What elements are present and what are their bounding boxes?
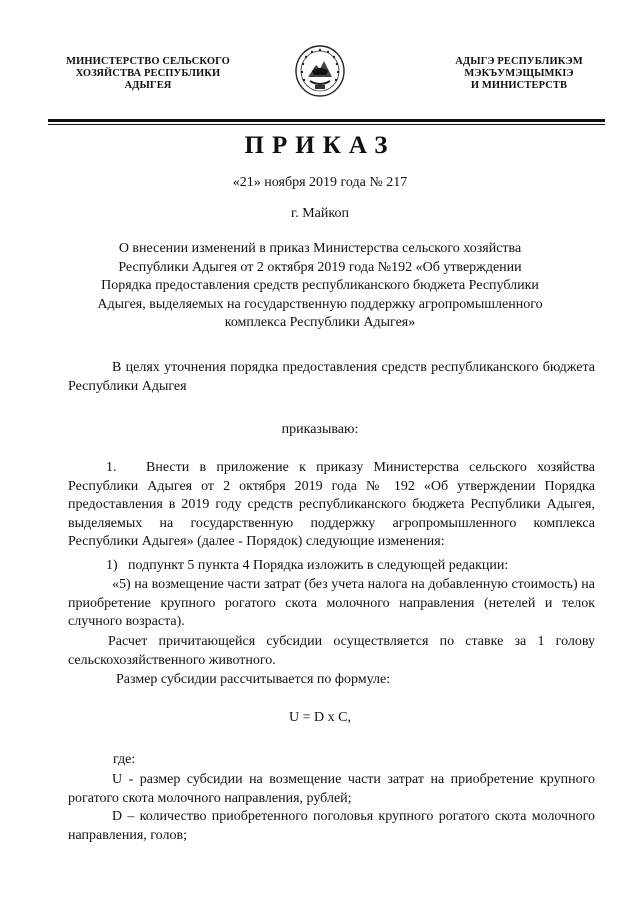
item-1-paragraph [68,459,595,552]
definition-u: U - размер субсидии на возмещение части затрат на приобретение крупного рогатого скота молочного направления, рублей; [68,772,595,806]
ministry-name-line: МЭКЪУМЭЩЫМКIЭ [464,68,574,79]
where-label: где: [113,752,136,767]
subject-line: комплекса Республики Адыгея» [224,315,416,330]
header-divider-thick [48,119,605,122]
header-divider-thin [48,124,605,125]
ministry-name-line: АДЫГЭ РЕСПУБЛИКЭМ [455,56,583,67]
definition-d: D – количество приобретенного поголовья крупного рогатого скота молочного направления, голов; [68,809,595,843]
ministry-name-line: МИНИСТЕРСТВО СЕЛЬСКОГО [66,56,230,67]
formula-intro: Размер субсидии рассчитывается по формуле: [116,672,391,687]
ministry-name-line: ХОЗЯЙСТВА РЕСПУБЛИКИ [75,68,221,79]
subitem-1-paragraph [68,557,595,576]
subject-line: Адыгея, выделяемых на государственную поддержку агропромышленного [97,296,543,312]
document-title: ПРИКАЗ [244,132,396,159]
quoted-subpoint-5: «5) на возмещение части затрат (без учета налога на добавленную стоимость) на приобретение крупного рогатого скота молочного направления (нетелей и телок случного возраста). [68,577,595,630]
subject-line: О внесении изменений в приказ Министерства сельского хозяйства [118,241,522,256]
order-word: приказываю: [281,422,359,437]
item-1-text: Внести в приложение к приказу Министерства сельского хозяйства Республики Адыгея от 2 октября 2019 года № 192 «Об утверждении Порядка предоставления в 2019 году средств республиканского бюджета Республики Адыгея, выделяемых на государственную поддержку агропромышленного комплекса Республики Адыгея» (далее - Порядок) следующие изменения: [68,460,595,550]
ministry-name-line: И МИНИСТЕРСТВ [470,80,568,91]
document-date-number: «21» ноября 2019 года № 217 [232,175,408,190]
document-city: г. Майкоп [291,206,349,221]
subsidy-formula: U = D x C, [289,710,351,725]
document-subject [70,240,570,333]
subitem-1-text: подпункт 5 пункта 4 Порядка изложить в следующей редакции: [128,558,509,573]
preamble-paragraph: В целях уточнения порядка предоставления средств республиканского бюджета Республики Адыгея [68,360,595,394]
calculation-rate-paragraph: Расчет причитающейся субсидии осуществляется по ставке за 1 голову сельскохозяйственного животного. [68,634,595,668]
ministry-name-adyghe [430,56,608,92]
ministry-name-line: АДЫГЕЯ [124,80,172,91]
coat-of-arms-icon [292,41,348,99]
ministry-name-russian [58,56,238,92]
item-1-number: 1. [106,460,117,475]
subject-line: Республики Адыгея от 2 октября 2019 года №192 «Об утверждении [118,259,522,275]
subitem-1-number: 1) [106,558,118,573]
subject-line: Порядка предоставления средств республиканского бюджета Республики [101,278,539,293]
